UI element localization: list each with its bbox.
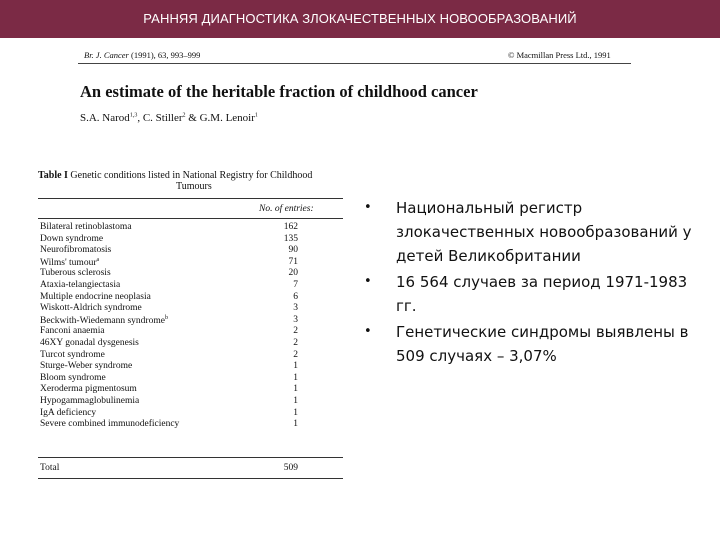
condition-name <box>40 373 106 383</box>
entry-count: 1 <box>293 419 298 430</box>
condition-name <box>40 222 132 232</box>
table-row <box>38 257 298 269</box>
condition-name <box>40 384 137 394</box>
condition-name <box>40 326 105 336</box>
entry-count: 162 <box>283 222 298 232</box>
table-row <box>38 326 298 338</box>
table-caption-line1: Genetic conditions listed in National Registry for Childhood <box>70 170 313 181</box>
condition-name <box>40 419 179 429</box>
bullet-text: Национальный регистр злокачественных новообразований у детей Великобритании <box>396 199 692 265</box>
paper-authors <box>80 112 258 124</box>
total-value: 509 <box>283 463 298 473</box>
condition-name <box>40 280 120 290</box>
entry-count: 1 <box>293 407 298 418</box>
table-row <box>38 245 298 257</box>
condition-name-text: Severe combined immunodeficiency <box>40 419 180 430</box>
total-label: Total <box>40 463 60 473</box>
condition-name <box>40 396 139 406</box>
author-affiliation: 1,3 <box>129 112 138 119</box>
condition-name-text: Sturge-Weber syndrome <box>40 361 133 372</box>
entry-count: 20 <box>288 268 298 279</box>
table-row <box>38 234 298 246</box>
table-row <box>38 419 298 431</box>
table-row <box>38 350 298 362</box>
entry-count: 90 <box>288 245 298 256</box>
table-caption-line2: Tumours <box>176 181 212 192</box>
entry-count: 7 <box>293 279 298 290</box>
condition-name <box>40 292 151 302</box>
condition-name-text: Down syndrome <box>40 233 104 244</box>
table-row <box>38 384 298 396</box>
condition-name <box>40 408 96 418</box>
condition-name <box>40 361 132 371</box>
table-row <box>38 303 298 315</box>
condition-name <box>40 315 168 326</box>
condition-name-text: Wiskott-Aldrich syndrome <box>40 303 142 314</box>
condition-name-text: Wilms' tumour <box>40 257 97 268</box>
entry-count: 1 <box>293 384 298 395</box>
author-ampersand: & <box>185 112 200 124</box>
condition-name-text: Tuberous sclerosis <box>40 268 111 279</box>
table-label: Table I <box>38 170 68 181</box>
bullet-list <box>364 196 694 370</box>
header-rule <box>78 63 631 64</box>
bullet-item <box>364 320 694 368</box>
table-row <box>38 408 298 420</box>
slide-title: РАННЯЯ ДИАГНОСТИКА ЗЛОКАЧЕСТВЕННЫХ НОВООБРАЗОВАНИЙ <box>143 11 577 26</box>
table-row <box>38 373 298 385</box>
condition-name <box>40 303 142 313</box>
bullet-text: Генетические синдромы выявлены в 509 случаях – 3,07% <box>396 323 689 365</box>
bullet-dot-icon: • <box>364 274 372 289</box>
condition-name <box>40 350 105 360</box>
entry-count: 2 <box>293 337 298 348</box>
author-affiliation: 1 <box>254 112 258 119</box>
table-bottom-rule <box>38 478 343 479</box>
table-header-rule <box>38 218 343 219</box>
table-total-row <box>38 463 298 475</box>
paper-title: An estimate of the heritable fraction of childhood cancer <box>80 82 478 101</box>
author-name: C. Stiller <box>142 112 183 124</box>
bullet-dot-icon: • <box>364 324 372 339</box>
condition-name <box>40 234 103 244</box>
bullet-text: 16 564 случаев за период 1971-1983 гг. <box>396 273 688 315</box>
entry-count: 2 <box>293 349 298 360</box>
entry-count: 3 <box>293 303 298 314</box>
journal-name: Br. J. Cancer <box>84 50 129 60</box>
footnote-marker: b <box>164 314 168 321</box>
entry-count: 1 <box>293 395 298 406</box>
slide-header <box>0 0 720 38</box>
condition-name-text: IgA deficiency <box>40 407 97 418</box>
condition-name-text: Turcot syndrome <box>40 349 105 360</box>
table-row <box>38 338 298 350</box>
condition-name <box>40 268 111 278</box>
condition-name-text: Hypogammaglobulinemia <box>40 395 140 406</box>
entry-count: 6 <box>293 291 298 302</box>
condition-name-text: Bilateral retinoblastoma <box>40 222 132 232</box>
table-top-rule <box>38 198 343 199</box>
table-column-header: No. of entries: <box>259 204 314 214</box>
table-row <box>38 268 298 280</box>
entry-count: 71 <box>288 256 298 267</box>
table-total-rule <box>38 457 343 458</box>
entry-count: 135 <box>283 233 298 244</box>
entry-count: 1 <box>293 361 298 372</box>
table-row <box>38 222 298 234</box>
condition-name-text: Beckwith-Wiedemann syndrome <box>40 315 165 326</box>
condition-name <box>40 338 139 348</box>
condition-name-text: Ataxia-telangiectasia <box>40 279 121 290</box>
table-row <box>38 396 298 408</box>
condition-name-text: 46XY gonadal dysgenesis <box>40 337 139 348</box>
condition-name-text: Bloom syndrome <box>40 372 106 383</box>
entry-count: 3 <box>293 314 298 325</box>
condition-name-text: Xeroderma pigmentosum <box>40 384 137 395</box>
journal-volume: (1991), 63, 993–999 <box>130 50 201 60</box>
condition-name-text: Fanconi anaemia <box>40 326 105 337</box>
journal-citation <box>84 50 200 60</box>
table-row <box>38 280 298 292</box>
condition-name-text: Multiple endocrine neoplasia <box>40 291 151 302</box>
author-name: S.A. Narod <box>80 112 130 124</box>
author-name: G.M. Lenoir <box>199 112 255 124</box>
condition-name <box>40 245 111 255</box>
author-affiliation: 2 <box>182 112 186 119</box>
table-caption <box>38 170 348 192</box>
bullet-item <box>364 270 694 318</box>
publisher-copyright: © Macmillan Press Ltd., 1991 <box>508 50 611 60</box>
footnote-marker: a <box>96 256 100 263</box>
condition-name <box>40 257 99 268</box>
table-body <box>38 222 298 431</box>
bullet-dot-icon: • <box>364 200 372 215</box>
bullet-item <box>364 196 694 268</box>
entry-count: 1 <box>293 372 298 383</box>
entry-count: 2 <box>293 326 298 337</box>
table-row <box>38 361 298 373</box>
table-row <box>38 292 298 304</box>
condition-name-text: Neurofibromatosis <box>40 245 112 256</box>
author-separator: , <box>137 112 143 124</box>
table-row <box>38 315 298 327</box>
